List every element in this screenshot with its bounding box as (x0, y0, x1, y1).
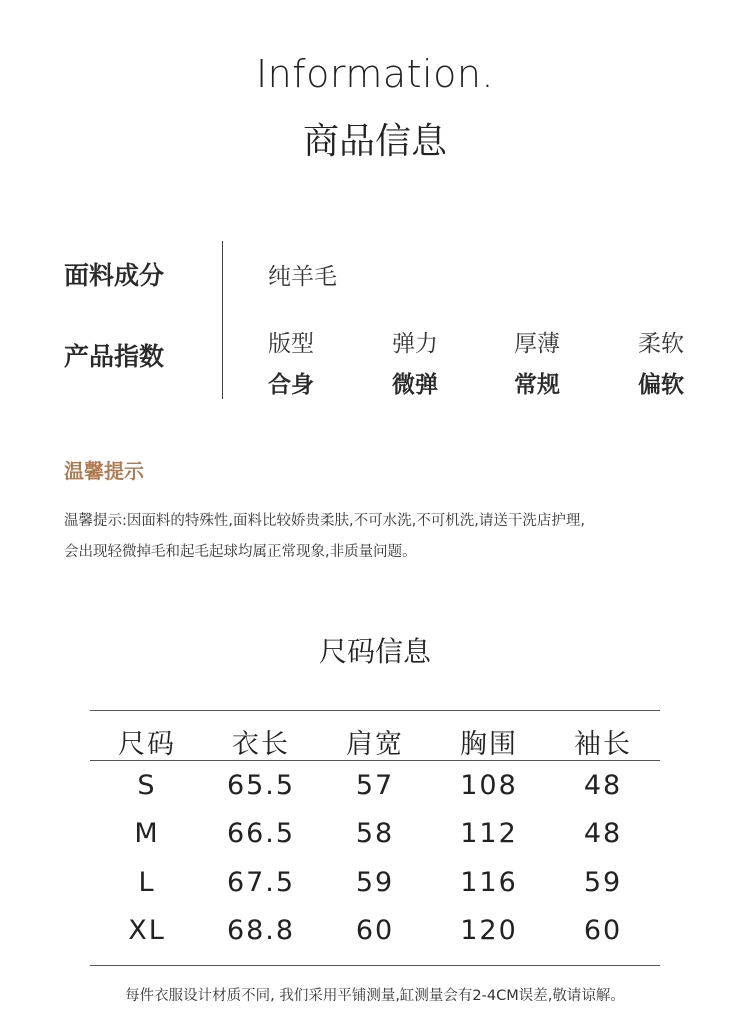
table-cell: XL (128, 915, 166, 946)
vertical-divider (222, 241, 223, 399)
size-section-title: 尺码信息 (318, 635, 431, 668)
table-bottom-rule (90, 965, 660, 966)
index-value: 偏软 (638, 372, 684, 398)
page-title-cn: 商品信息 (302, 121, 447, 162)
fabric-value: 纯羊毛 (268, 264, 337, 290)
tip-heading: 温馨提示 (64, 459, 144, 483)
table-cell: L (138, 867, 156, 898)
index-key: 厚薄 (514, 331, 560, 357)
table-cell: 116 (460, 867, 518, 898)
table-cell: 65.5 (226, 770, 296, 801)
table-header-cell: 尺码 (118, 729, 176, 760)
index-item-elasticity (392, 325, 482, 399)
index-item-thickness (514, 325, 604, 399)
tip-line: 温馨提示:因面料的特殊性,面料比较娇贵柔肤,不可水洗,不可机洗,请送干洗店护理, (64, 513, 585, 529)
index-key: 版型 (268, 331, 314, 357)
table-header-cell: 衣长 (232, 729, 290, 760)
table-cell: 67.5 (226, 867, 296, 898)
index-item-fit (268, 325, 358, 399)
table-header-cell: 袖长 (574, 729, 632, 760)
table-cell: M (134, 818, 160, 849)
table-cell: S (137, 770, 157, 801)
table-cell: 120 (460, 915, 518, 946)
table-cell: 68.8 (226, 915, 296, 946)
index-item-softness (638, 325, 728, 399)
table-cell: 59 (583, 867, 623, 898)
measurement-note: 每件衣服设计材质不同, 我们采用平铺测量,缸测量会有2-4CM误差,敬请谅解。 (125, 988, 625, 1004)
table-cell: 59 (355, 867, 395, 898)
table-cell: 108 (460, 770, 518, 801)
table-cell: 58 (355, 818, 395, 849)
index-key: 柔软 (638, 331, 684, 357)
table-cell: 57 (355, 770, 395, 801)
index-key: 弹力 (392, 331, 438, 357)
table-top-rule (90, 710, 660, 711)
table-cell: 60 (355, 915, 395, 946)
table-header-cell: 肩宽 (346, 729, 404, 760)
table-header-cell: 胸围 (460, 729, 518, 760)
table-cell: 66.5 (226, 818, 296, 849)
tip-line: 会出现轻微掉毛和起毛起球均属正常现象,非质量问题。 (64, 544, 417, 560)
page-title-en: Information. (255, 52, 495, 96)
index-value: 合身 (268, 372, 314, 398)
fabric-label: 面料成分 (64, 261, 165, 290)
index-value: 常规 (514, 372, 560, 398)
table-cell: 48 (583, 818, 623, 849)
index-label: 产品指数 (64, 342, 165, 371)
index-value: 微弹 (392, 372, 438, 398)
table-cell: 48 (583, 770, 623, 801)
tip-text (64, 506, 704, 568)
table-cell: 112 (460, 818, 518, 849)
table-cell: 60 (583, 915, 623, 946)
